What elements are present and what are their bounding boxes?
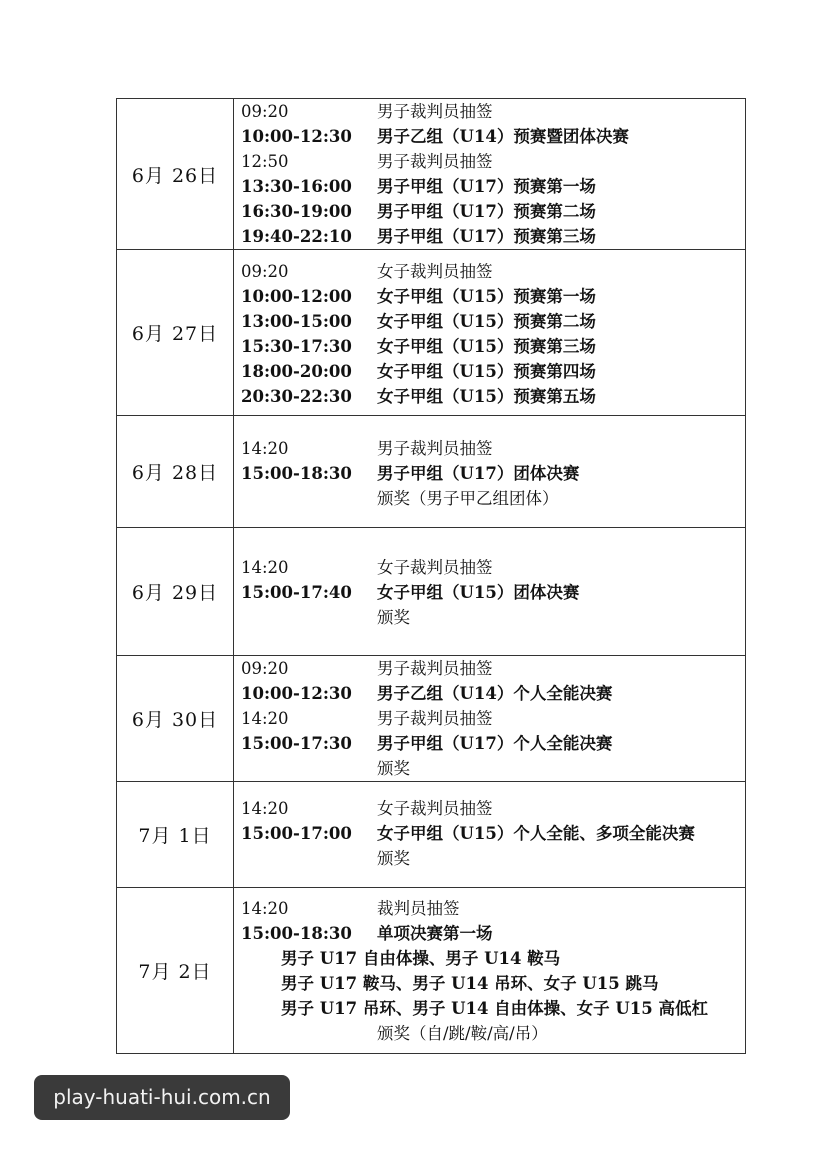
event-time: 10:00-12:00 [241,287,352,306]
event-title: 女子裁判员抽签 [377,558,493,577]
event-title: 男子裁判员抽签 [377,102,493,121]
day-date: 6月 30日 [117,656,234,782]
event-title: 男子 U17 自由体操、男子 U14 鞍马 [281,949,561,968]
event-time: 19:40-22:10 [241,227,352,246]
event-title: 男子 U17 鞍马、男子 U14 吊环、女子 U15 跳马 [281,974,659,993]
event-title: 颁奖 [377,759,410,778]
event-title: 女子甲组（U15）团体决赛 [377,583,580,602]
event-title: 女子裁判员抽签 [377,799,493,818]
event-title: 男子乙组（U14）预赛暨团体决赛 [377,127,629,146]
event-line [241,846,745,871]
event-time: 15:00-17:40 [241,583,352,602]
event-line [241,174,745,199]
event-title: 颁奖（男子甲乙组团体） [377,489,559,508]
event-time: 10:00-12:30 [241,684,352,703]
event-time: 12:50 [241,152,289,171]
event-title: 男子裁判员抽签 [377,152,493,171]
day-date: 6月 27日 [117,250,234,416]
event-time: 16:30-19:00 [241,202,352,221]
event-line [241,309,745,334]
event-time: 20:30-22:30 [241,387,352,406]
day-events [234,416,746,528]
day-date: 7月 1日 [117,782,234,888]
event-title: 女子甲组（U15）预赛第三场 [377,337,596,356]
event-title: 男子甲组（U17）预赛第一场 [377,177,596,196]
event-title: 男子裁判员抽签 [377,439,493,458]
event-title: 女子裁判员抽签 [377,262,493,281]
event-time: 14:20 [241,899,289,918]
event-line [241,656,745,681]
event-line [241,461,745,486]
event-title: 女子甲组（U15）预赛第二场 [377,312,596,331]
event-time: 09:20 [241,659,289,678]
event-line [241,706,745,731]
event-line [241,796,745,821]
day-date: 7月 2日 [117,888,234,1054]
event-time: 13:30-16:00 [241,177,352,196]
event-title: 颁奖 [377,608,410,627]
day-events [234,250,746,416]
day-row-jun-30 [117,656,746,782]
event-title: 颁奖 [377,849,410,868]
event-title: 女子甲组（U15）预赛第五场 [377,387,596,406]
event-line [241,359,745,384]
event-line [241,605,745,630]
event-time: 15:00-17:00 [241,824,352,843]
event-time: 14:20 [241,799,289,818]
event-line [241,284,745,309]
event-line [241,821,745,846]
event-title: 女子甲组（U15）预赛第一场 [377,287,596,306]
event-time: 09:20 [241,262,289,281]
day-events [234,656,746,782]
event-title: 裁判员抽签 [377,899,460,918]
event-line [241,259,745,284]
day-events [234,528,746,656]
event-title: 男子 U17 吊环、男子 U14 自由体操、女子 U15 高低杠 [281,999,709,1018]
day-row-jun-27 [117,250,746,416]
event-line [241,224,745,249]
event-time: 10:00-12:30 [241,127,352,146]
event-line [241,99,745,124]
event-line [241,436,745,461]
event-title: 单项决赛第一场 [377,924,493,943]
event-title: 颁奖（自/跳/鞍/高/吊） [377,1024,548,1043]
event-line [241,896,745,921]
event-title: 男子甲组（U17）个人全能决赛 [377,734,613,753]
event-title: 男子甲组（U17）预赛第二场 [377,202,596,221]
event-time: 14:20 [241,709,289,728]
event-title: 女子甲组（U15）预赛第四场 [377,362,596,381]
event-title: 男子裁判员抽签 [377,659,493,678]
event-line [241,1021,745,1046]
event-time: 14:20 [241,439,289,458]
event-time: 15:00-18:30 [241,464,352,483]
event-title: 女子甲组（U15）个人全能、多项全能决赛 [377,824,695,843]
event-line [241,971,745,996]
day-date: 6月 29日 [117,528,234,656]
event-line [241,486,745,511]
event-line [241,124,745,149]
schedule-table [116,98,746,1054]
event-line [241,334,745,359]
event-line [241,555,745,580]
day-row-jun-29 [117,528,746,656]
event-line [241,384,745,409]
day-row-jun-28 [117,416,746,528]
day-row-jul-02 [117,888,746,1054]
day-date: 6月 26日 [117,99,234,250]
event-time: 15:30-17:30 [241,337,352,356]
day-events [234,888,746,1054]
day-row-jun-26 [117,99,746,250]
event-line [241,921,745,946]
event-time: 13:00-15:00 [241,312,352,331]
event-title: 男子乙组（U14）个人全能决赛 [377,684,613,703]
day-date: 6月 28日 [117,416,234,528]
event-time: 14:20 [241,558,289,577]
event-title: 男子裁判员抽签 [377,709,493,728]
event-time: 09:20 [241,102,289,121]
day-events [234,782,746,888]
event-line [241,199,745,224]
event-time: 15:00-17:30 [241,734,352,753]
event-line [241,731,745,756]
watermark-label: play-huati-hui.com.cn [34,1075,290,1120]
event-title: 男子甲组（U17）预赛第三场 [377,227,596,246]
event-line [241,681,745,706]
event-line [241,996,745,1021]
event-time: 15:00-18:30 [241,924,352,943]
event-time: 18:00-20:00 [241,362,352,381]
event-line [241,756,745,781]
day-row-jul-01 [117,782,746,888]
event-line [241,149,745,174]
event-line [241,946,745,971]
event-line [241,580,745,605]
event-title: 男子甲组（U17）团体决赛 [377,464,580,483]
day-events [234,99,746,250]
